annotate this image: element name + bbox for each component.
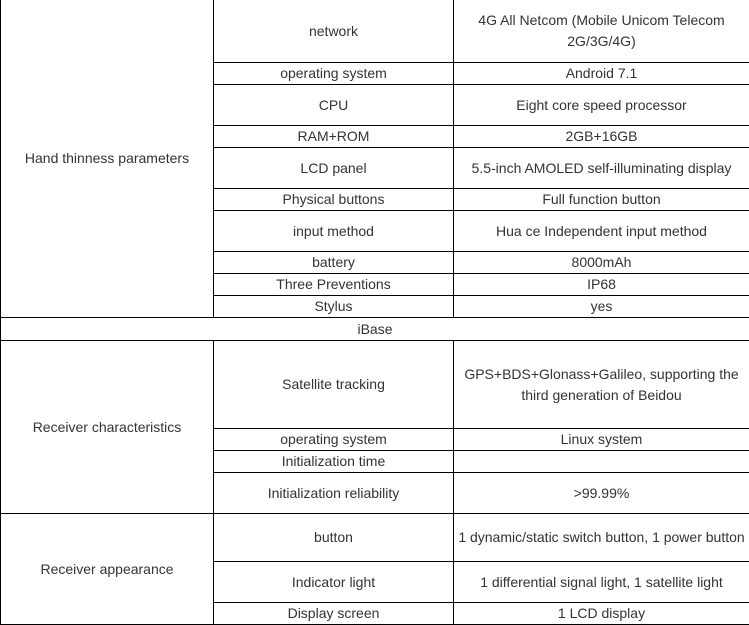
value-display-screen: 1 LCD display: [454, 603, 749, 625]
group-title-receiver-characteristics: Receiver characteristics: [1, 341, 214, 514]
value-input-method: Hua ce Independent input method: [454, 211, 749, 252]
param-operating-system-receiver: operating system: [214, 429, 454, 451]
param-operating-system: operating system: [214, 63, 454, 85]
param-indicator-light: Indicator light: [214, 562, 454, 603]
value-button: 1 dynamic/static switch button, 1 power button: [454, 514, 749, 562]
param-initialization-reliability: Initialization reliability: [214, 473, 454, 514]
param-lcd-panel: LCD panel: [214, 148, 454, 189]
value-operating-system: Android 7.1: [454, 63, 749, 85]
value-cpu: Eight core speed processor: [454, 85, 749, 126]
param-input-method: input method: [214, 211, 454, 252]
table-row: [1, 341, 749, 429]
value-satellite-tracking: GPS+BDS+Glonass+Galileo, supporting the third generation of Beidou: [454, 341, 749, 429]
value-operating-system-receiver: Linux system: [454, 429, 749, 451]
param-initialization-time: Initialization time: [214, 451, 454, 473]
value-network: 4G All Netcom (Mobile Unicom Telecom 2G/3G/4G): [454, 0, 749, 63]
param-button: button: [214, 514, 454, 562]
param-cpu: CPU: [214, 85, 454, 126]
table-row: [1, 0, 749, 63]
value-indicator-light: 1 differential signal light, 1 satellite light: [454, 562, 749, 603]
value-initialization-reliability: >99.99%: [454, 473, 749, 514]
param-battery: battery: [214, 252, 454, 274]
param-network: network: [214, 0, 454, 63]
value-ram-rom: 2GB+16GB: [454, 126, 749, 148]
param-physical-buttons: Physical buttons: [214, 189, 454, 211]
value-physical-buttons: Full function button: [454, 189, 749, 211]
section-header-ibase: iBase: [1, 318, 749, 341]
param-ram-rom: RAM+ROM: [214, 126, 454, 148]
param-display-screen: Display screen: [214, 603, 454, 625]
table-row: [1, 514, 749, 562]
param-three-preventions: Three Preventions: [214, 274, 454, 296]
value-stylus: yes: [454, 296, 749, 318]
param-stylus: Stylus: [214, 296, 454, 318]
value-lcd-panel: 5.5-inch AMOLED self-illuminating display: [454, 148, 749, 189]
group-title-receiver-appearance: Receiver appearance: [1, 514, 214, 625]
value-three-preventions: IP68: [454, 274, 749, 296]
table-row: [1, 318, 749, 341]
group-title-hand-thinness: Hand thinness parameters: [1, 0, 214, 318]
value-battery: 8000mAh: [454, 252, 749, 274]
value-initialization-time: [454, 451, 749, 473]
param-satellite-tracking: Satellite tracking: [214, 341, 454, 429]
